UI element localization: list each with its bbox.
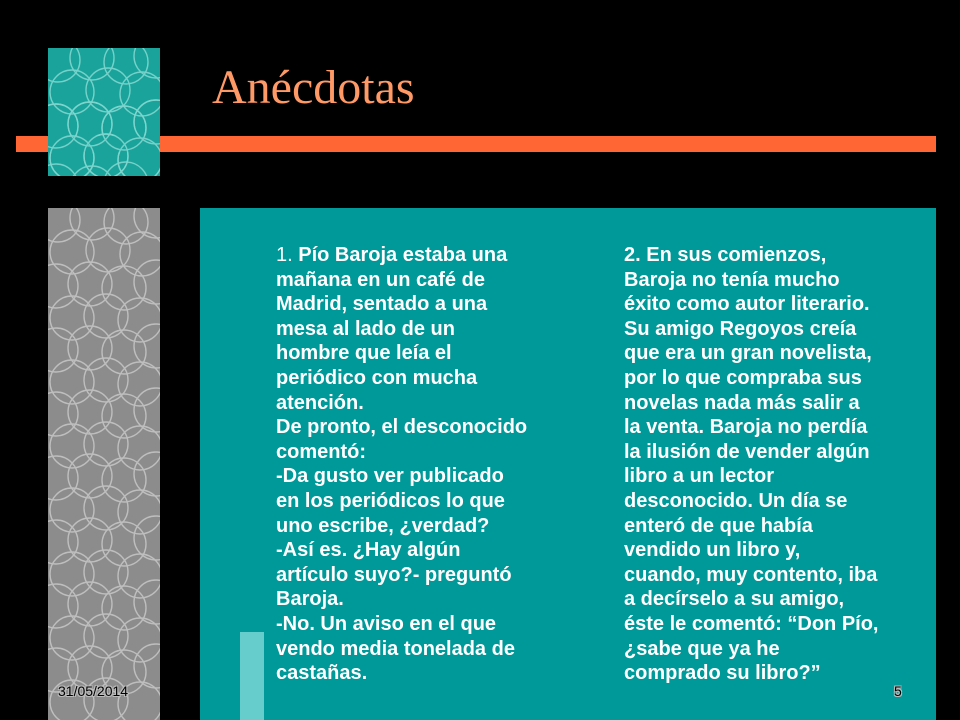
- anecdote-line: vendo media tonelada de: [276, 637, 515, 660]
- anecdote-line: Baroja.: [276, 588, 344, 611]
- anecdote-line: 1. Pío Baroja estaba una: [276, 244, 508, 266]
- slide-number: 5: [894, 683, 902, 699]
- anecdote-line: por lo que compraba sus: [624, 366, 862, 389]
- anecdote-line: la venta. Baroja no perdía: [624, 416, 868, 439]
- anecdote-line: que era un gran novelista,: [624, 342, 872, 365]
- anecdote-line: periódico con mucha: [276, 366, 478, 389]
- anecdote-line: éste le comentó: “Don Pío,: [624, 612, 879, 635]
- anecdote-line: vendido un libro y,: [624, 539, 801, 562]
- slide-title: Anécdotas: [212, 61, 415, 114]
- anecdote-number: 1.: [276, 244, 293, 266]
- anecdote-line: comprado su libro?”: [624, 662, 821, 685]
- anecdote-line: castañas.: [276, 662, 368, 685]
- anecdote-line: -No. Un aviso en el que: [276, 612, 497, 635]
- anecdote-line: atención.: [276, 391, 364, 414]
- anecdote-line: mesa al lado de un: [276, 317, 455, 340]
- anecdote-line: uno escribe, ¿verdad?: [276, 514, 490, 537]
- title-decor-tile-overlay: [48, 48, 160, 176]
- anecdote-line: -Así es. ¿Hay algún: [276, 539, 461, 562]
- anecdote-line: artículo suyo?- preguntó: [276, 563, 512, 586]
- anecdote-line: mañana en un café de: [276, 268, 485, 291]
- anecdote-line: -Da gusto ver publicado: [276, 465, 504, 488]
- anecdote-line: en los periódicos lo que: [276, 489, 505, 512]
- anecdote-line: la ilusión de vender algún: [624, 440, 870, 463]
- anecdote-line: comentó:: [276, 440, 366, 463]
- anecdote-line: Baroja no tenía mucho: [624, 268, 840, 291]
- anecdote-line: a decírselo a su amigo,: [624, 588, 845, 611]
- accent-strip: [240, 632, 264, 720]
- side-decor-tile: [48, 208, 160, 720]
- anecdote-line: Su amigo Regoyos creía: [624, 317, 857, 340]
- anecdote-line: Madrid, sentado a una: [276, 293, 488, 316]
- anecdote-line: hombre que leía el: [276, 342, 452, 365]
- circle-pattern-overlay-icon: [48, 48, 160, 176]
- anecdote-line: ¿sabe que ya he: [624, 637, 780, 660]
- anecdote-line: 2. En sus comienzos,: [624, 244, 827, 266]
- anecdote-line: libro a un lector: [624, 465, 775, 488]
- anecdote-line: novelas nada más salir a: [624, 391, 860, 414]
- anecdote-2-text: [624, 243, 878, 686]
- footer-date: 31/05/2014: [58, 683, 129, 699]
- anecdote-line: De pronto, el desconocido: [276, 416, 528, 439]
- anecdote-1-text: [276, 243, 527, 686]
- anecdote-line: éxito como autor literario.: [624, 293, 870, 316]
- anecdote-line: enteró de que había: [624, 514, 813, 537]
- anecdote-line: cuando, muy contento, iba: [624, 563, 878, 586]
- anecdote-line: desconocido. Un día se: [624, 489, 848, 512]
- circle-pattern-gray-icon: [48, 208, 160, 720]
